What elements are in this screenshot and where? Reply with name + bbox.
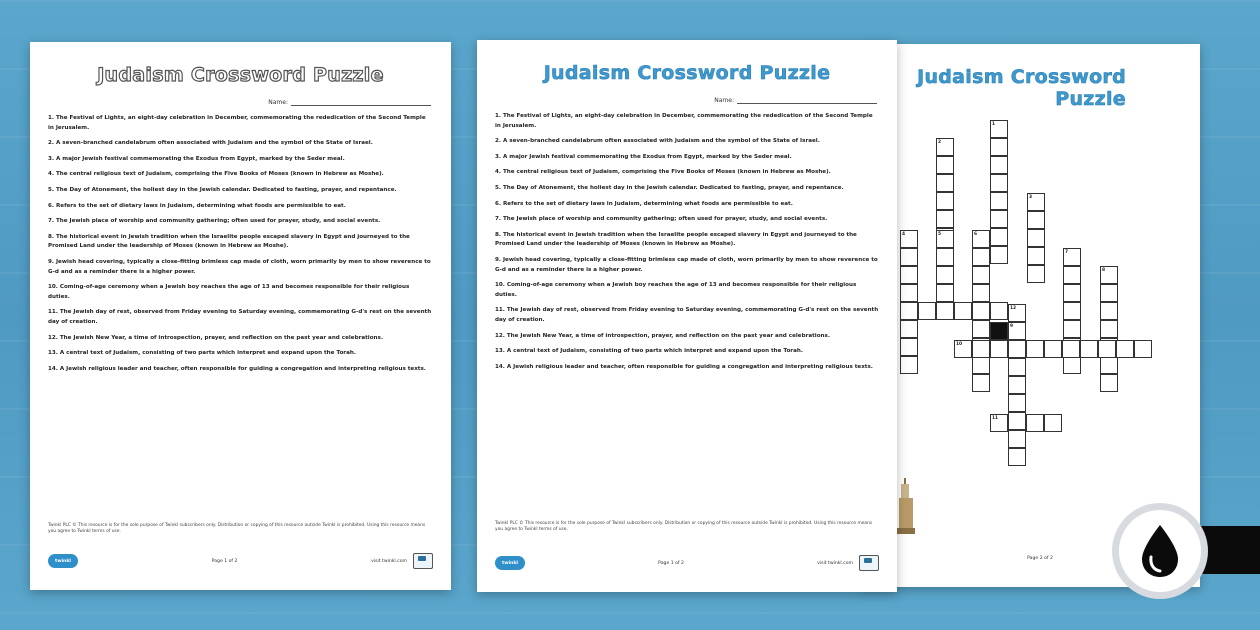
crossword-cell <box>936 248 954 266</box>
crossword-cell <box>1098 340 1116 358</box>
clue-item: 7. The Jewish place of worship and community gathering; often used for prayer, study, and social events. <box>48 218 381 225</box>
crossword-cell <box>1063 302 1081 320</box>
crossword-cell <box>1100 356 1118 374</box>
clue-item: 9. Jewish head covering, typically a close-fitting brimless cap made of cloth, worn primarily by men to show reverence to G-d and as a reminder there is a higher power. <box>495 256 878 273</box>
crossword-cell <box>1100 302 1118 320</box>
crossword-cell <box>1080 340 1098 358</box>
crossword-cell <box>936 210 954 228</box>
crossword-cell <box>936 174 954 192</box>
name-field <box>268 99 431 106</box>
crossword-cell <box>1008 394 1026 412</box>
clue-item: 2. A seven-branched candelabrum often associated with Judaism and the symbol of the State of Israel. <box>495 138 820 145</box>
crossword-clue-number: 6 <box>974 232 978 237</box>
crossword-cell <box>972 302 990 320</box>
crossword-cell <box>972 266 990 284</box>
page-number: Page 2 of 2 <box>1027 555 1053 561</box>
crossword-cell <box>972 320 990 338</box>
copyright-note: Twinkl PLC © This resource is for the sole purpose of Twinkl subscribers only. Distribution or copying of this resource outside Twinkl is prohibited. Using this resource means you agree to Twinkl terms of use. <box>48 523 426 534</box>
crossword-cell <box>936 302 954 320</box>
clue-item: 1. The Festival of Lights, an eight-day celebration in December, commemorating the rededication of the Second Temple in Jerusalem. <box>495 113 873 129</box>
crossword-cell <box>1026 414 1044 432</box>
worksheet-page-color <box>477 40 897 592</box>
crossword-cell <box>1063 266 1081 284</box>
visit-link: visit twinkl.com <box>371 558 407 564</box>
crossword-cell <box>1008 340 1026 358</box>
crossword-cell <box>990 246 1008 264</box>
crossword-clue-number: 4 <box>902 232 906 237</box>
crossword-cell <box>990 156 1008 174</box>
crossword-cell <box>1008 412 1026 430</box>
crossword-clue-number: 1 <box>992 122 996 127</box>
crossword-cell <box>936 156 954 174</box>
crossword-cell <box>1063 356 1081 374</box>
crossword-cell <box>1100 320 1118 338</box>
visit-link: visit twinkl.com <box>817 560 853 566</box>
crossword-cell <box>972 284 990 302</box>
page-number: Page 1 of 2 <box>658 560 684 566</box>
crossword-cell <box>1062 340 1080 358</box>
water-drop-icon <box>1138 523 1182 579</box>
clue-item: 1. The Festival of Lights, an eight-day celebration in December, commemorating the rededication of the Second Temple in Jerusalem. <box>48 115 426 131</box>
clue-item: 12. The Jewish New Year, a time of introspection, prayer, and reflection on the past year and celebrations. <box>48 334 383 341</box>
crossword-cell <box>1027 247 1045 265</box>
ink-saver-badge <box>1112 503 1208 599</box>
badge-inner <box>1119 510 1201 592</box>
clue-item: 8. The historical event in Jewish tradition when the Israelite people escaped slavery in Egypt and journeyed to the Promised Land under the leadership of Moses (known in Hebrew as Moshe). <box>48 233 410 250</box>
crossword-cell <box>1044 340 1062 358</box>
name-label: Name: <box>268 99 288 106</box>
crossword-cell <box>1026 340 1044 358</box>
worksheet-page-outline <box>30 42 451 590</box>
twinkl-logo: twinkl <box>495 556 525 570</box>
clue-item: 3. A major Jewish festival commemorating the Exodus from Egypt, marked by the Seder meal. <box>495 153 792 160</box>
worksheet-title: Judaism Crossword Puzzle <box>543 62 831 84</box>
clue-item: 13. A central text of Judaism, consisting of two parts which interpret and expand upon the Torah. <box>495 348 803 355</box>
crossword-cell <box>936 284 954 302</box>
crossword-cell <box>972 340 990 358</box>
crossword-cell <box>900 248 918 266</box>
crossword-cell <box>990 210 1008 228</box>
crossword-cell <box>936 192 954 210</box>
crossword-cell <box>1063 284 1081 302</box>
crossword-black-cell <box>990 322 1008 340</box>
crossword-cell <box>1008 376 1026 394</box>
crossword-clue-number: 10 <box>956 342 963 347</box>
clue-item: 5. The Day of Atonement, the holiest day in the Jewish calendar. Dedicated to fasting, prayer, and repentance. <box>48 186 397 193</box>
worksheet-title: Judaism Crossword Puzzle <box>97 64 384 86</box>
crossword-cell <box>900 302 918 320</box>
crossword-cell <box>1027 265 1045 283</box>
page-number: Page 1 of 2 <box>211 558 238 564</box>
clue-list <box>48 114 433 380</box>
crossword-cell <box>918 302 936 320</box>
clue-item: 4. The central religious text of Judaism, comprising the Five Books of Moses (known in Hebrew as Moshe). <box>495 169 831 176</box>
crossword-cell <box>972 356 990 374</box>
crossword-cell <box>990 174 1008 192</box>
crossword-cell <box>1044 414 1062 432</box>
crossword-cell <box>990 340 1008 358</box>
clue-item: 6. Refers to the set of dietary laws in Judaism, determining what foods are permissible to eat. <box>495 200 793 207</box>
clue-item: 7. The Jewish place of worship and community gathering; often used for prayer, study, and social events. <box>495 216 828 223</box>
crossword-clue-number: 7 <box>1065 250 1069 255</box>
clue-item: 3. A major Jewish festival commemorating the Exodus from Egypt, marked by the Seder meal. <box>48 155 345 162</box>
crossword-cell <box>990 192 1008 210</box>
clue-item: 4. The central religious text of Judaism, comprising the Five Books of Moses (known in Hebrew as Moshe). <box>48 171 384 178</box>
clue-item: 11. The Jewish day of rest, observed from Friday evening to Saturday evening, commemorating G-d's rest on the seventh day of creation. <box>495 307 879 323</box>
worksheet-title: Judaism Crossword Puzzle <box>917 66 1126 110</box>
crossword-cell <box>900 320 918 338</box>
clue-item: 5. The Day of Atonement, the holiest day in the Jewish calendar. Dedicated to fasting, prayer, and repentance. <box>495 184 844 191</box>
crossword-clue-number: 2 <box>938 140 942 145</box>
crossword-cell <box>1027 211 1045 229</box>
crossword-cell <box>1063 320 1081 338</box>
crossword-cell <box>900 266 918 284</box>
clue-item: 11. The Jewish day of rest, observed from Friday evening to Saturday evening, commemorating G-d's rest on the seventh day of creation. <box>48 309 432 325</box>
quality-mark-icon <box>859 555 879 571</box>
name-line-rule <box>291 99 431 106</box>
clue-item: 10. Coming-of-age ceremony when a Jewish boy reaches the age of 13 and becomes responsible for their religious duties. <box>48 284 410 300</box>
quality-mark-icon <box>413 553 433 569</box>
crossword-cell <box>972 374 990 392</box>
crossword-cell <box>990 302 1008 320</box>
clue-item: 14. A Jewish religious leader and teacher, often responsible for guiding a congregation and interpreting religious texts. <box>48 365 426 372</box>
crossword-cell <box>1008 430 1026 448</box>
clue-item: 6. Refers to the set of dietary laws in Judaism, determining what foods are permissible to eat. <box>48 202 346 209</box>
synagogue-illustration-icon <box>895 476 917 538</box>
corner-band <box>1200 526 1260 574</box>
crossword-cell <box>936 266 954 284</box>
clue-item: 14. A Jewish religious leader and teacher, often responsible for guiding a congregation and interpreting religious texts. <box>495 363 873 370</box>
name-label: Name: <box>714 97 734 104</box>
footer-right <box>371 553 433 569</box>
crossword-cell <box>972 248 990 266</box>
crossword-cell <box>1100 374 1118 392</box>
crossword-cell <box>900 338 918 356</box>
clue-item: 12. The Jewish New Year, a time of introspection, prayer, and reflection on the past year and celebrations. <box>495 332 830 339</box>
clue-list <box>495 112 879 378</box>
clue-item: 13. A central text of Judaism, consisting of two parts which interpret and expand upon the Torah. <box>48 350 356 357</box>
crossword-clue-number: 12 <box>1010 306 1017 311</box>
page-footer <box>48 552 433 570</box>
crossword-clue-number: 9 <box>1010 324 1014 329</box>
crossword-cell <box>1134 340 1152 358</box>
clue-item: 8. The historical event in Jewish tradition when the Israelite people escaped slavery in Egypt and journeyed to the Promised Land under the leadership of Moses (known in Hebrew as Moshe). <box>495 231 857 248</box>
crossword-clue-number: 3 <box>1029 195 1033 200</box>
crossword-cell <box>900 356 918 374</box>
copyright-note: Twinkl PLC © This resource is for the sole purpose of Twinkl subscribers only. Distribution or copying of this resource outside Twinkl is prohibited. Using this resource means you agree to Twinkl terms of use. <box>495 521 873 532</box>
clue-item: 10. Coming-of-age ceremony when a Jewish boy reaches the age of 13 and becomes responsible for their religious duties. <box>495 282 857 298</box>
crossword-cell <box>1027 229 1045 247</box>
crossword-cell <box>1008 448 1026 466</box>
crossword-cell <box>1008 358 1026 376</box>
twinkl-logo: twinkl <box>48 554 78 568</box>
crossword-clue-number: 8 <box>1102 268 1106 273</box>
crossword-cell <box>990 138 1008 156</box>
clue-item: 9. Jewish head covering, typically a close-fitting brimless cap made of cloth, worn primarily by men to show reverence to G-d and as a reminder there is a higher power. <box>48 258 431 275</box>
name-field <box>714 97 877 104</box>
crossword-clue-number: 5 <box>938 232 942 237</box>
page-footer <box>495 554 879 572</box>
crossword-cell <box>900 284 918 302</box>
name-line-rule <box>737 97 877 104</box>
clue-item: 2. A seven-branched candelabrum often associated with Judaism and the symbol of the State of Israel. <box>48 140 373 147</box>
crossword-cell <box>1116 340 1134 358</box>
crossword-cell <box>990 228 1008 246</box>
crossword-clue-number: 11 <box>992 416 999 421</box>
crossword-cell <box>954 302 972 320</box>
footer-right <box>817 555 879 571</box>
crossword-cell <box>1100 284 1118 302</box>
